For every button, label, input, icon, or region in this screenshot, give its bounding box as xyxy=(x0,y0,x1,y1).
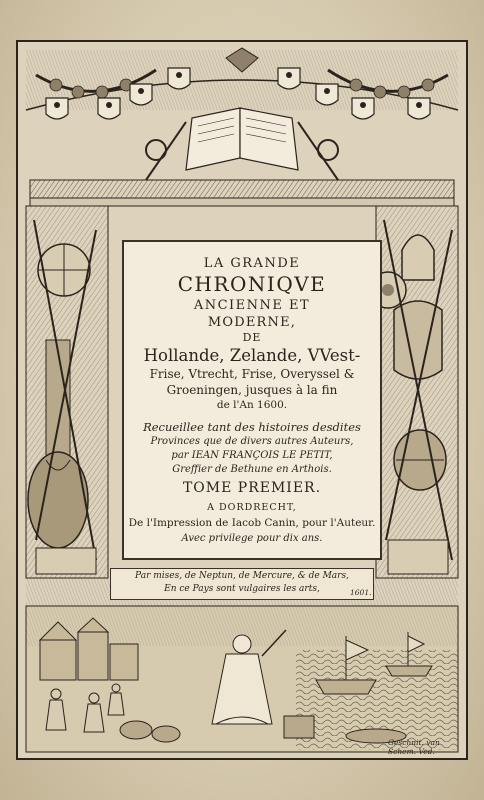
title-line-1: LA GRANDE xyxy=(203,256,301,271)
title-line-2: CHRONIQVE xyxy=(177,272,327,296)
title-line-12: par IEAN FRANÇOIS LE PETIT, xyxy=(171,450,333,461)
title-line-4: MODERNE, xyxy=(207,315,297,330)
left-trophy-column xyxy=(26,206,108,578)
title-line-7: Frise, Vtrecht, Frise, Overyssel & xyxy=(149,367,355,381)
title-line-11: Provinces que de divers autres Auteurs, xyxy=(150,436,354,447)
engraver-signature: Geschnit. van Schem. Ved. xyxy=(388,738,440,756)
motto-line-1: Par mises, de Neptun, de Mercure, & de Mars, xyxy=(135,571,349,581)
motto-line-2: En ce Pays sont vulgaires les arts, xyxy=(164,584,320,594)
title-line-10: Recueillee tant des histoires desdites xyxy=(143,420,361,434)
title-line-3: ANCIENNE ET xyxy=(193,298,311,313)
title-line-6: Hollande, Zelande, VVest- xyxy=(143,346,361,365)
harbour-scene xyxy=(26,606,458,752)
right-trophy-column xyxy=(370,206,458,578)
title-line-8: Groeningen, jusques à la fin xyxy=(166,383,338,397)
title-block xyxy=(122,240,382,560)
title-line-16: De l'Impression de Iacob Canin, pour l'Auteur. xyxy=(128,517,376,529)
engraved-title-plate xyxy=(16,40,468,760)
motto-year: 1601. xyxy=(350,588,372,597)
title-line-13: Greffier de Bethune en Arthois. xyxy=(172,464,332,475)
title-line-14: TOME PREMIER. xyxy=(182,480,322,496)
title-line-17: Avec privilege pour dix ans. xyxy=(181,533,323,544)
title-line-9: de l'An 1600. xyxy=(216,399,288,411)
title-line-15: A DORDRECHT, xyxy=(207,502,297,513)
title-line-5: DE xyxy=(242,331,262,344)
motto-banner xyxy=(110,568,374,600)
